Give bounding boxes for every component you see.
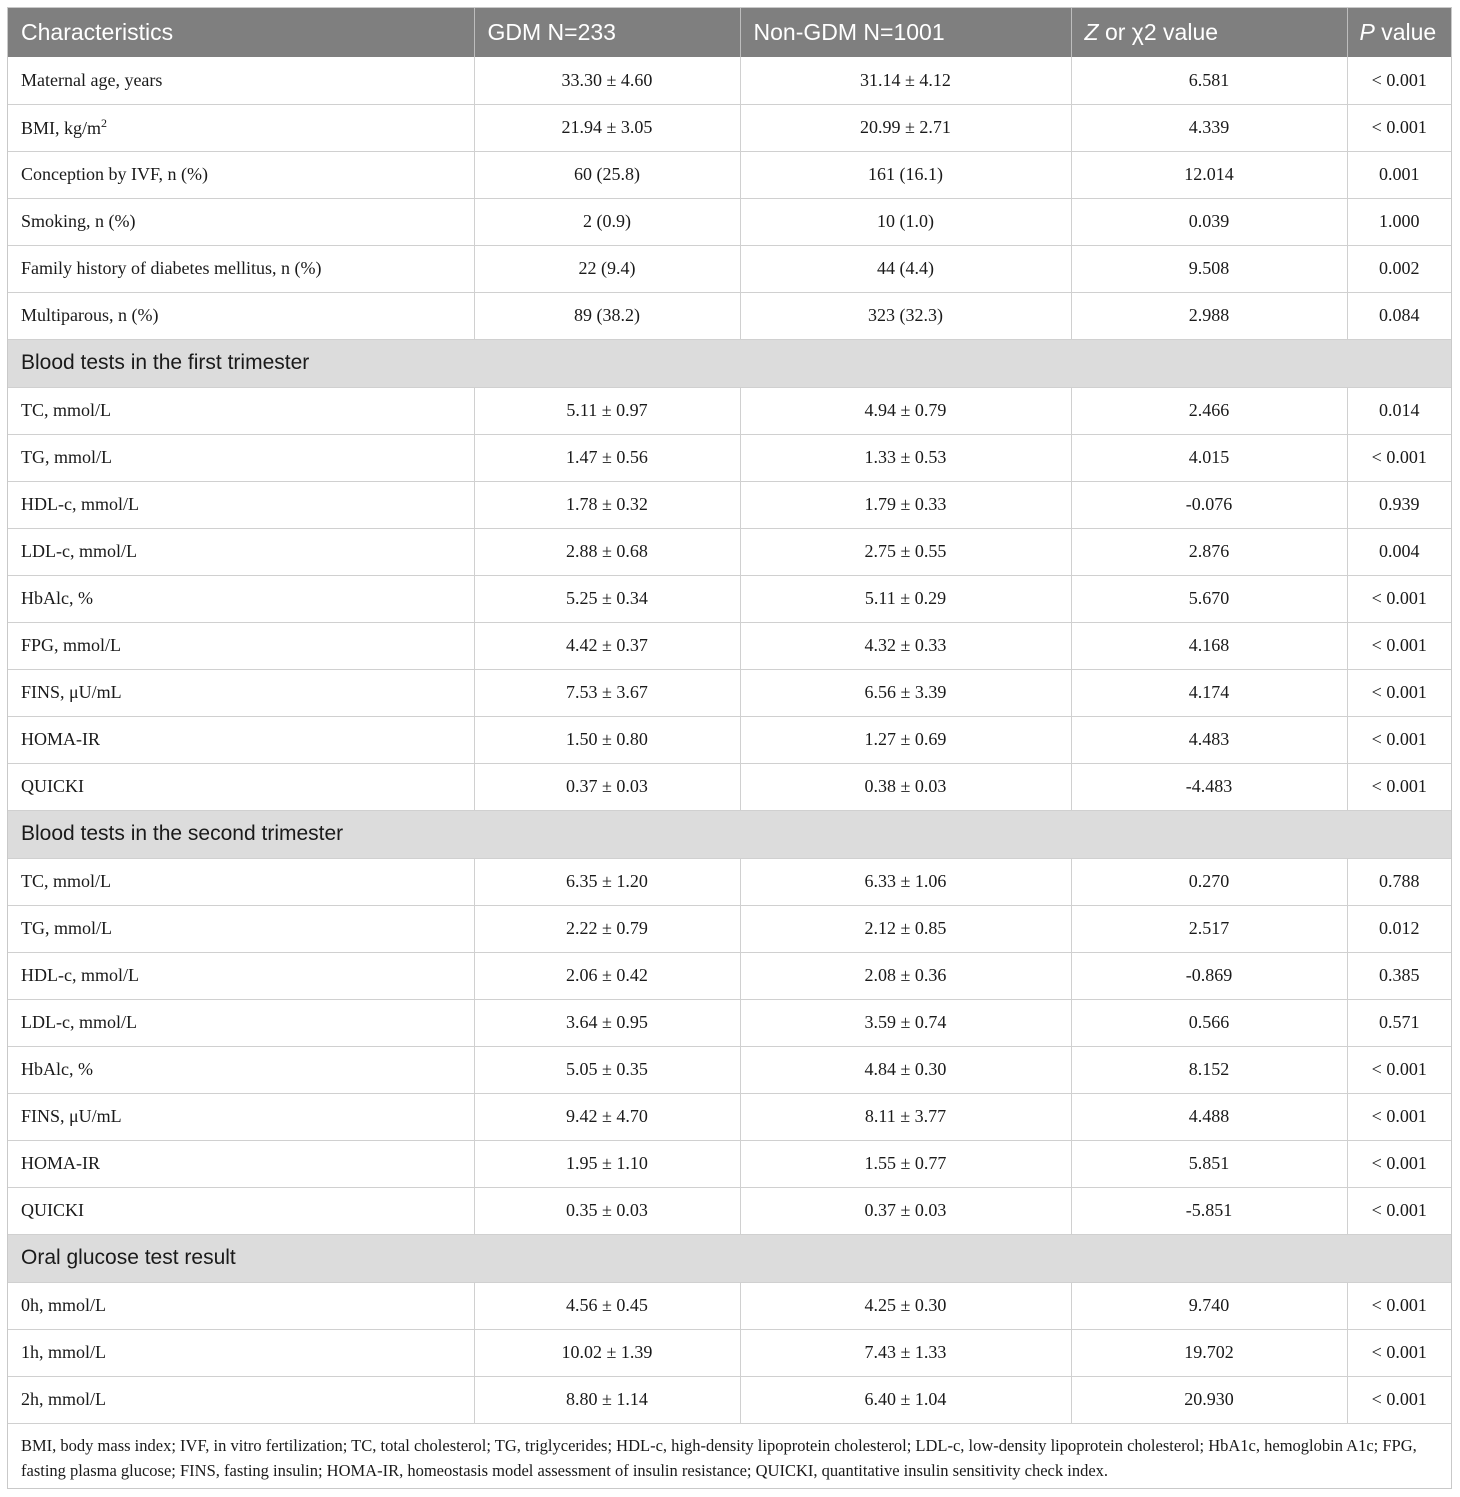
stat-cell: 4.483	[1071, 716, 1347, 763]
row-label-text: Smoking, n (%)	[21, 211, 136, 231]
non-gdm-cell: 3.59 ± 0.74	[740, 999, 1071, 1046]
stat-cell: 4.015	[1071, 434, 1347, 481]
non-gdm-cell: 1.33 ± 0.53	[740, 434, 1071, 481]
header-stat-value	[1071, 8, 1347, 57]
row-label-text: TG, mmol/L	[21, 918, 112, 938]
row-label	[8, 151, 474, 198]
gdm-cell: 2.22 ± 0.79	[474, 905, 740, 952]
stat-cell: -4.483	[1071, 763, 1347, 810]
row-label	[8, 292, 474, 339]
row-label-text: TC, mmol/L	[21, 871, 111, 891]
header-p-value	[1347, 8, 1451, 57]
gdm-cell: 2.88 ± 0.68	[474, 528, 740, 575]
non-gdm-cell: 2.12 ± 0.85	[740, 905, 1071, 952]
p-value-cell: < 0.001	[1347, 104, 1451, 151]
row-label	[8, 1282, 474, 1329]
p-value-cell: < 0.001	[1347, 1093, 1451, 1140]
table-row	[8, 858, 1451, 905]
section-header-row	[8, 1234, 1451, 1282]
non-gdm-cell: 0.38 ± 0.03	[740, 763, 1071, 810]
row-label	[8, 387, 474, 434]
gdm-cell: 60 (25.8)	[474, 151, 740, 198]
row-label	[8, 905, 474, 952]
gdm-cell: 1.47 ± 0.56	[474, 434, 740, 481]
p-value-cell: < 0.001	[1347, 622, 1451, 669]
gdm-cell: 2 (0.9)	[474, 198, 740, 245]
non-gdm-cell: 1.27 ± 0.69	[740, 716, 1071, 763]
row-label	[8, 245, 474, 292]
header-characteristics: Characteristics	[8, 8, 474, 57]
non-gdm-cell: 6.56 ± 3.39	[740, 669, 1071, 716]
non-gdm-cell: 20.99 ± 2.71	[740, 104, 1071, 151]
table-row	[8, 1093, 1451, 1140]
non-gdm-cell: 6.33 ± 1.06	[740, 858, 1071, 905]
row-label	[8, 528, 474, 575]
table-row	[8, 387, 1451, 434]
stat-cell: 9.508	[1071, 245, 1347, 292]
stat-cell: 0.039	[1071, 198, 1347, 245]
header-non-gdm: Non-GDM N=1001	[740, 8, 1071, 57]
non-gdm-cell: 4.32 ± 0.33	[740, 622, 1071, 669]
non-gdm-cell: 31.14 ± 4.12	[740, 57, 1071, 104]
row-label-text: Family history of diabetes mellitus, n (%)	[21, 258, 322, 278]
table-row	[8, 104, 1451, 151]
row-label-text: HDL-c, mmol/L	[21, 494, 139, 514]
row-label	[8, 858, 474, 905]
table-row	[8, 292, 1451, 339]
row-label	[8, 1093, 474, 1140]
non-gdm-cell: 4.94 ± 0.79	[740, 387, 1071, 434]
gdm-cell: 6.35 ± 1.20	[474, 858, 740, 905]
table-row	[8, 763, 1451, 810]
p-value-cell: < 0.001	[1347, 1046, 1451, 1093]
p-value-cell: 1.000	[1347, 198, 1451, 245]
row-label-text: 2h, mmol/L	[21, 1389, 106, 1409]
gdm-cell: 0.35 ± 0.03	[474, 1187, 740, 1234]
non-gdm-cell: 5.11 ± 0.29	[740, 575, 1071, 622]
p-value-cell: < 0.001	[1347, 434, 1451, 481]
row-label-text: TC, mmol/L	[21, 400, 111, 420]
row-label	[8, 952, 474, 999]
gdm-cell: 5.11 ± 0.97	[474, 387, 740, 434]
row-label-text: HOMA-IR	[21, 729, 100, 749]
p-value-cell: < 0.001	[1347, 57, 1451, 104]
non-gdm-cell: 323 (32.3)	[740, 292, 1071, 339]
gdm-cell: 7.53 ± 3.67	[474, 669, 740, 716]
stat-cell: 4.488	[1071, 1093, 1347, 1140]
row-label-text: HbAlc, %	[21, 588, 93, 608]
table-row	[8, 151, 1451, 198]
p-value-cell: 0.014	[1347, 387, 1451, 434]
stat-cell: 4.168	[1071, 622, 1347, 669]
table-footnote: BMI, body mass index; IVF, in vitro fertilization; TC, total cholesterol; TG, triglycerides; HDL-c, high-density lipoprotein cholesterol; LDL-c, low-density lipoprotein cholesterol; HbA1c, hemoglobin A1c; FPG, fasting plasma glucose; FINS, fasting insulin; HOMA-IR, homeostasis model assessment of insulin resistance; QUICKI, quantitative insulin sensitivity check index.	[21, 1435, 1417, 1480]
gdm-cell: 3.64 ± 0.95	[474, 999, 740, 1046]
section-title: Blood tests in the second trimester	[8, 810, 1451, 858]
row-label	[8, 198, 474, 245]
stat-cell: 0.270	[1071, 858, 1347, 905]
row-label-text: FPG, mmol/L	[21, 635, 122, 655]
p-value-cell: < 0.001	[1347, 763, 1451, 810]
stat-cell: 19.702	[1071, 1329, 1347, 1376]
section-header-row	[8, 810, 1451, 858]
row-label	[8, 1140, 474, 1187]
header-p-rest: value	[1374, 19, 1437, 45]
p-value-cell: < 0.001	[1347, 669, 1451, 716]
non-gdm-cell: 44 (4.4)	[740, 245, 1071, 292]
row-label-text: FINS, μU/mL	[21, 1106, 122, 1126]
row-label	[8, 104, 474, 151]
row-label-text: LDL-c, mmol/L	[21, 541, 137, 561]
row-label-text: HDL-c, mmol/L	[21, 965, 139, 985]
stat-cell: 20.930	[1071, 1376, 1347, 1423]
non-gdm-cell: 4.84 ± 0.30	[740, 1046, 1071, 1093]
row-label	[8, 481, 474, 528]
non-gdm-cell: 4.25 ± 0.30	[740, 1282, 1071, 1329]
p-value-cell: < 0.001	[1347, 1376, 1451, 1423]
stat-cell: 0.566	[1071, 999, 1347, 1046]
table-container	[7, 7, 1452, 1489]
row-label	[8, 622, 474, 669]
table-row	[8, 716, 1451, 763]
section-title: Blood tests in the first trimester	[8, 339, 1451, 387]
table-row	[8, 1376, 1451, 1423]
table-row	[8, 198, 1451, 245]
row-label-text: HbAlc, %	[21, 1059, 93, 1079]
row-label	[8, 1329, 474, 1376]
stat-cell: 2.517	[1071, 905, 1347, 952]
table-row	[8, 1187, 1451, 1234]
p-value-cell: 0.084	[1347, 292, 1451, 339]
row-label	[8, 57, 474, 104]
row-label	[8, 999, 474, 1046]
table-row	[8, 952, 1451, 999]
p-value-cell: 0.385	[1347, 952, 1451, 999]
non-gdm-cell: 1.55 ± 0.77	[740, 1140, 1071, 1187]
non-gdm-cell: 7.43 ± 1.33	[740, 1329, 1071, 1376]
row-label-superscript: 2	[101, 116, 108, 130]
table-row	[8, 1329, 1451, 1376]
row-label-text: Maternal age, years	[21, 69, 163, 90]
gdm-cell: 89 (38.2)	[474, 292, 740, 339]
row-label	[8, 669, 474, 716]
row-label-text: BMI, kg/m	[21, 118, 102, 138]
p-value-cell: < 0.001	[1347, 1187, 1451, 1234]
gdm-cell: 5.05 ± 0.35	[474, 1046, 740, 1093]
p-value-cell: < 0.001	[1347, 1329, 1451, 1376]
p-value-cell: 0.004	[1347, 528, 1451, 575]
table-row	[8, 999, 1451, 1046]
row-label	[8, 434, 474, 481]
p-value-cell: 0.939	[1347, 481, 1451, 528]
gdm-cell: 5.25 ± 0.34	[474, 575, 740, 622]
row-label-text: Conception by IVF, n (%)	[21, 164, 209, 184]
row-label-text: 1h, mmol/L	[21, 1342, 106, 1362]
p-value-cell: 0.571	[1347, 999, 1451, 1046]
row-label	[8, 716, 474, 763]
gdm-cell: 10.02 ± 1.39	[474, 1329, 740, 1376]
gdm-cell: 0.37 ± 0.03	[474, 763, 740, 810]
row-label	[8, 763, 474, 810]
header-row	[8, 8, 1451, 57]
gdm-cell: 2.06 ± 0.42	[474, 952, 740, 999]
table-row	[8, 669, 1451, 716]
p-value-cell: 0.012	[1347, 905, 1451, 952]
row-label	[8, 1187, 474, 1234]
gdm-cell: 8.80 ± 1.14	[474, 1376, 740, 1423]
gdm-cell: 9.42 ± 4.70	[474, 1093, 740, 1140]
table-body	[8, 57, 1451, 1423]
row-label-text: 0h, mmol/L	[21, 1295, 106, 1315]
stat-cell: -5.851	[1071, 1187, 1347, 1234]
table-row	[8, 434, 1451, 481]
p-value-cell: < 0.001	[1347, 1282, 1451, 1329]
row-label-text: HOMA-IR	[21, 1153, 100, 1173]
p-value-cell: 0.002	[1347, 245, 1451, 292]
gdm-cell: 1.78 ± 0.32	[474, 481, 740, 528]
stat-cell: 2.466	[1071, 387, 1347, 434]
p-value-cell: < 0.001	[1347, 716, 1451, 763]
table-row	[8, 575, 1451, 622]
non-gdm-cell: 10 (1.0)	[740, 198, 1071, 245]
gdm-cell: 4.42 ± 0.37	[474, 622, 740, 669]
stat-cell: 2.876	[1071, 528, 1347, 575]
header-p-italic: P	[1359, 19, 1375, 45]
stat-cell: 2.988	[1071, 292, 1347, 339]
non-gdm-cell: 1.79 ± 0.33	[740, 481, 1071, 528]
non-gdm-cell: 8.11 ± 3.77	[740, 1093, 1071, 1140]
header-stat-rest: or χ2 value	[1098, 19, 1219, 45]
non-gdm-cell: 6.40 ± 1.04	[740, 1376, 1071, 1423]
section-title: Oral glucose test result	[8, 1234, 1451, 1282]
row-label-text: QUICKI	[21, 776, 84, 796]
stat-cell: 9.740	[1071, 1282, 1347, 1329]
stat-cell: 4.339	[1071, 104, 1347, 151]
row-label-text: TG, mmol/L	[21, 447, 112, 467]
row-label-text: QUICKI	[21, 1200, 84, 1220]
stat-cell: 12.014	[1071, 151, 1347, 198]
gdm-cell: 1.50 ± 0.80	[474, 716, 740, 763]
p-value-cell: 0.788	[1347, 858, 1451, 905]
stat-cell: -0.076	[1071, 481, 1347, 528]
stat-cell: 4.174	[1071, 669, 1347, 716]
table-row	[8, 528, 1451, 575]
p-value-cell: < 0.001	[1347, 1140, 1451, 1187]
non-gdm-cell: 161 (16.1)	[740, 151, 1071, 198]
gdm-cell: 1.95 ± 1.10	[474, 1140, 740, 1187]
section-header-row	[8, 339, 1451, 387]
table-row	[8, 905, 1451, 952]
stat-cell: 6.581	[1071, 57, 1347, 104]
table-row	[8, 57, 1451, 104]
table-row	[8, 481, 1451, 528]
non-gdm-cell: 2.08 ± 0.36	[740, 952, 1071, 999]
header-gdm: GDM N=233	[474, 8, 740, 57]
table-row	[8, 1046, 1451, 1093]
characteristics-table	[8, 8, 1451, 1424]
gdm-cell: 4.56 ± 0.45	[474, 1282, 740, 1329]
table-row	[8, 245, 1451, 292]
row-label	[8, 575, 474, 622]
row-label-text: Multiparous, n (%)	[21, 305, 159, 325]
header-stat-italic: Z	[1084, 19, 1099, 45]
non-gdm-cell: 2.75 ± 0.55	[740, 528, 1071, 575]
gdm-cell: 21.94 ± 3.05	[474, 104, 740, 151]
stat-cell: 5.670	[1071, 575, 1347, 622]
gdm-cell: 33.30 ± 4.60	[474, 57, 740, 104]
row-label-text: FINS, μU/mL	[21, 682, 122, 702]
non-gdm-cell: 0.37 ± 0.03	[740, 1187, 1071, 1234]
row-label-text: LDL-c, mmol/L	[21, 1012, 137, 1032]
table-row	[8, 1282, 1451, 1329]
table-row	[8, 622, 1451, 669]
stat-cell: 8.152	[1071, 1046, 1347, 1093]
row-label	[8, 1046, 474, 1093]
row-label	[8, 1376, 474, 1423]
p-value-cell: 0.001	[1347, 151, 1451, 198]
stat-cell: -0.869	[1071, 952, 1347, 999]
table-row	[8, 1140, 1451, 1187]
stat-cell: 5.851	[1071, 1140, 1347, 1187]
gdm-cell: 22 (9.4)	[474, 245, 740, 292]
p-value-cell: < 0.001	[1347, 575, 1451, 622]
